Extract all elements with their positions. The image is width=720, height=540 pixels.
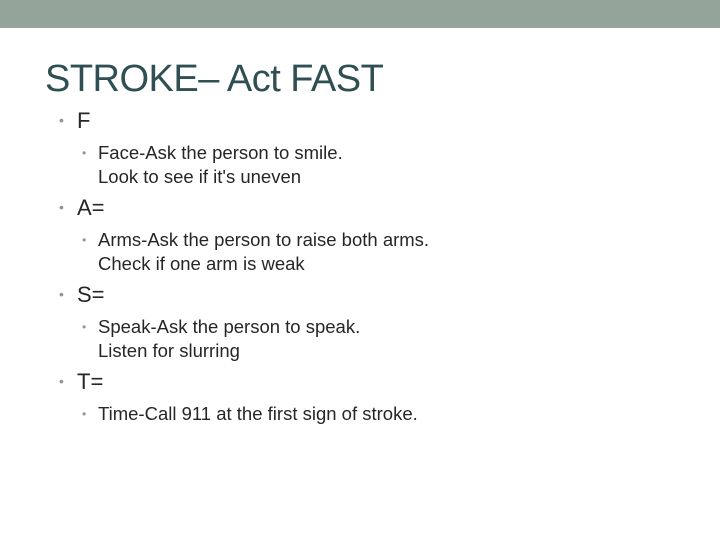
- bullet-marker: •: [59, 112, 64, 128]
- bullet-marker: •: [59, 286, 64, 302]
- bullet-marker: •: [82, 320, 87, 334]
- slide-title: STROKE– Act FAST: [45, 58, 384, 100]
- bullet-marker: •: [59, 199, 64, 215]
- sub-bullet-time: [82, 403, 418, 425]
- sub-bullet-text: Face-Ask the person to smile.: [98, 142, 343, 163]
- sub-bullet-speak: [82, 316, 360, 338]
- sub-bullet-text: Speak-Ask the person to speak.: [98, 316, 361, 337]
- bullet-f: [59, 108, 90, 134]
- top-accent-bar: [0, 0, 720, 28]
- sub-bullet-continuation: Look to see if it's uneven: [98, 166, 302, 187]
- bullet-marker: •: [82, 407, 87, 421]
- sub-bullet-continuation: Listen for slurring: [98, 340, 240, 361]
- bullet-label: T=: [77, 369, 104, 394]
- sub-bullet-text: Arms-Ask the person to raise both arms.: [98, 229, 430, 250]
- bullet-marker: •: [82, 146, 87, 160]
- sub-bullet-arms: [82, 229, 429, 251]
- bullet-s: [59, 282, 105, 308]
- bullet-label: F: [77, 108, 91, 133]
- bullet-label: S=: [77, 282, 105, 307]
- bullet-label: A=: [77, 195, 105, 220]
- bullet-marker: •: [82, 233, 87, 247]
- sub-bullet-continuation: Check if one arm is weak: [98, 253, 305, 274]
- sub-bullet-face: [82, 142, 343, 164]
- sub-bullet-text: Time-Call 911 at the first sign of stroke.: [98, 403, 418, 424]
- bullet-marker: •: [59, 373, 64, 389]
- bullet-a: [59, 195, 105, 221]
- bullet-t: [59, 369, 103, 395]
